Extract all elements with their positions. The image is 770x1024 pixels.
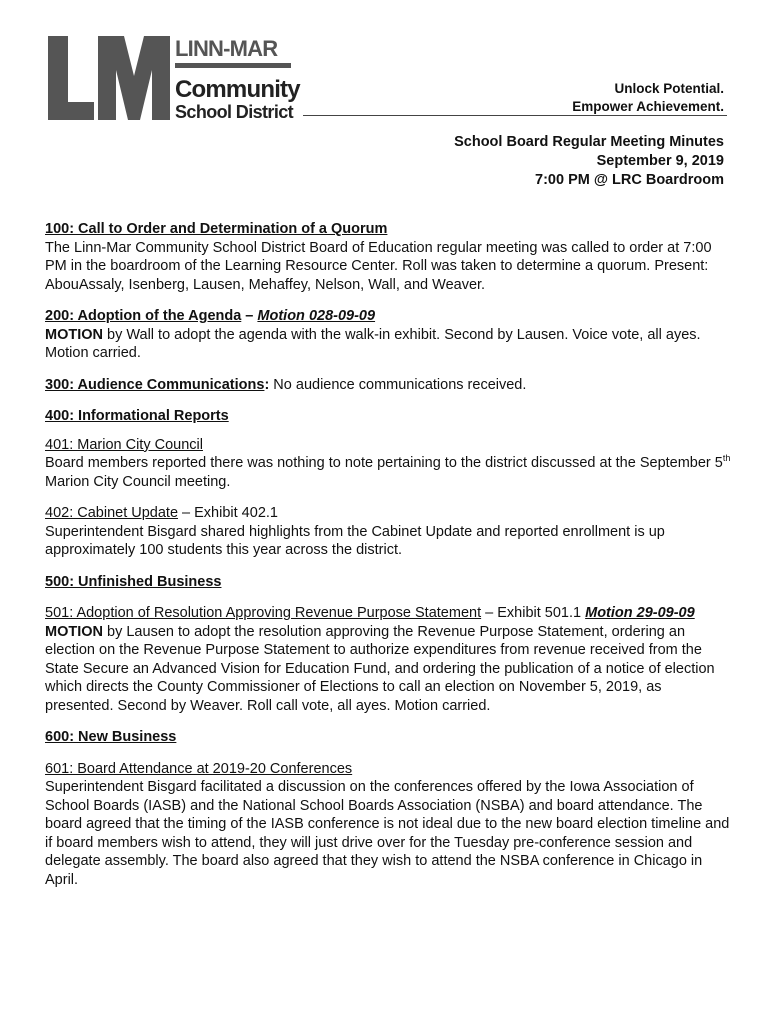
- meeting-header: [454, 133, 724, 190]
- item-402-title: 402: Cabinet Update: [45, 505, 179, 521]
- section-200: [45, 307, 731, 363]
- section-300-body: No audience communications received.: [269, 376, 527, 393]
- section-500: [45, 573, 731, 716]
- meeting-time-place: 7:00 PM @ LRC Boardroom: [535, 172, 724, 188]
- meeting-date: September 9, 2019: [596, 153, 724, 169]
- section-300: [45, 376, 731, 395]
- minutes-body: [45, 220, 731, 902]
- logo-rule: [175, 63, 291, 68]
- section-100-body: The Linn-Mar Community School District Board of Education regular meeting was called to order at 7:00 PM in the boardroom of the Learning Resource Center. Roll was taken to determine a quorum. Present: AbouAssaly, Isenberg, Lausen, Mehaffey, Nelson, Wall, and Weaver.: [45, 239, 712, 293]
- item-401-body-a: Board members reported there was nothing to note pertaining to the district discussed at the September 5: [45, 455, 723, 471]
- item-401-body-b: Marion City Council meeting.: [45, 473, 231, 490]
- tagline-line2: Empower Achievement.: [572, 99, 724, 114]
- section-200-motion-label: MOTION: [45, 326, 103, 343]
- item-601-title: 601: Board Attendance at 2019-20 Conferences: [45, 760, 353, 777]
- section-100-heading: 100: Call to Order and Determination of a Quorum: [45, 221, 388, 237]
- item-401-title: 401: Marion City Council: [45, 436, 203, 453]
- section-200-body: by Wall to adopt the agenda with the walk-in exhibit. Second by Lausen. Voice vote, all ayes. Motion carried.: [45, 326, 701, 361]
- logo-community: Community: [175, 76, 300, 103]
- item-501-motion-label: MOTION: [45, 623, 103, 640]
- meeting-title: School Board Regular Meeting Minutes: [454, 134, 724, 150]
- section-300-heading: 300: Audience Communications: [45, 376, 265, 393]
- logo-school-district: School District: [175, 102, 294, 122]
- item-501-motion-ref: Motion 29-09-09: [585, 605, 695, 621]
- section-200-dash: –: [241, 308, 258, 324]
- logo-linn-mar: LINN-MAR: [175, 36, 278, 61]
- section-400: [45, 407, 731, 560]
- item-501-exhibit: – Exhibit 501.1: [481, 605, 586, 621]
- section-300-colon: :: [264, 376, 270, 393]
- section-600-heading: 600: New Business: [45, 729, 177, 745]
- item-402-body: Superintendent Bisgard shared highlights from the Cabinet Update and reported enrollment is up approximately 100 students this year across the district.: [45, 523, 665, 558]
- item-402-exhibit: – Exhibit 402.1: [178, 505, 278, 521]
- section-400-heading: 400: Informational Reports: [45, 408, 229, 424]
- item-401-body: [45, 454, 731, 491]
- tagline-line1: Unlock Potential.: [614, 81, 724, 96]
- item-601-body: Superintendent Bisgard facilitated a discussion on the conferences offered by the Iowa Association of School Boards (IASB) and the National School Boards Association (NSBA) and board attendance. The board agreed that the timing of the IASB conference is not ideal due to the new board election timeline and if board members wish to attend, they will just drive over for the Tuesday pre-conference session and delegate assembly. The board also agreed that they wish to attend the NSBA conference in Chicago in April.: [45, 779, 730, 888]
- section-600: [45, 728, 731, 889]
- tagline: [572, 80, 724, 116]
- header-divider: [303, 115, 727, 116]
- item-501-body: by Lausen to adopt the resolution approving the Revenue Purpose Statement, ordering an election on the Revenue Purpose Statement to authorize expenditures from revenue received from the State Secure an Advanced Vision for Education Fund, and ordering the publication of a notice of election which directs the County Commissioner of Elections to call an election on November 5, 2019, as presented. Second by Weaver. Roll call vote, all ayes. Motion carried.: [45, 623, 715, 714]
- section-100: [45, 220, 731, 294]
- lm-logo-icon: [48, 36, 170, 120]
- district-logo: [48, 36, 298, 124]
- section-200-motion-ref: Motion 028-09-09: [257, 308, 376, 324]
- item-501-title: 501: Adoption of Resolution Approving Revenue Purpose Statement: [45, 605, 482, 621]
- section-500-heading: 500: Unfinished Business: [45, 573, 222, 590]
- section-200-heading: 200: Adoption of the Agenda: [45, 308, 242, 324]
- item-401-sup: th: [722, 453, 731, 464]
